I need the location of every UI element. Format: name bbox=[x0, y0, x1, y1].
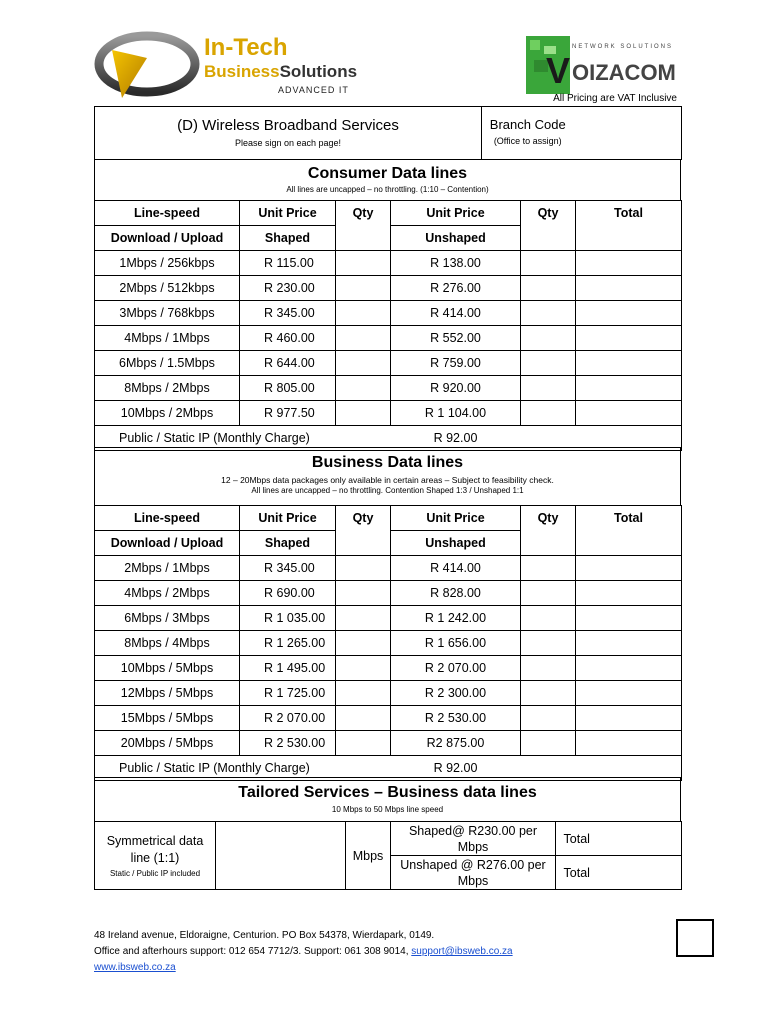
unshaped-price-cell: R 2 530.00 bbox=[391, 706, 521, 731]
line-speed-cell: 8Mbps / 2Mbps bbox=[95, 376, 240, 401]
unshaped-price-cell: R 1 104.00 bbox=[391, 401, 521, 426]
qty-unshaped-input[interactable] bbox=[521, 606, 576, 631]
business-note-2: All lines are uncapped – no throttling. Contention Shaped 1:3 / Unshaped 1:1 bbox=[251, 486, 524, 495]
line-speed-cell: 10Mbps / 5Mbps bbox=[95, 656, 240, 681]
unshaped-price-cell: R 2 070.00 bbox=[391, 656, 521, 681]
unshaped-price-cell: R2 875.00 bbox=[391, 731, 521, 756]
symmetrical-note: Static / Public IP included bbox=[109, 869, 201, 878]
line-speed-cell: 4Mbps / 2Mbps bbox=[95, 581, 240, 606]
unshaped-price-cell: R 276.00 bbox=[391, 276, 521, 301]
shaped-total-input[interactable] bbox=[598, 822, 682, 856]
qty-unshaped-input[interactable] bbox=[521, 251, 576, 276]
symmetrical-label: Symmetrical data line (1:1) bbox=[106, 834, 204, 865]
tailored-row-shaped bbox=[95, 822, 682, 856]
qty-unshaped-input[interactable] bbox=[521, 401, 576, 426]
tailored-note: 10 Mbps to 50 Mbps line speed bbox=[331, 805, 444, 814]
unshaped-price-cell: R 138.00 bbox=[391, 251, 521, 276]
total-input[interactable] bbox=[576, 401, 682, 426]
line-speed-cell: 1Mbps / 256kbps bbox=[95, 251, 240, 276]
line-speed-cell: 8Mbps / 4Mbps bbox=[95, 631, 240, 656]
shaped-price-cell: R 644.00 bbox=[240, 351, 336, 376]
consumer-title-box bbox=[94, 159, 681, 200]
shaped-price-cell: R 1 035.00 bbox=[240, 606, 336, 631]
voizacom-name: OIZACOM bbox=[572, 60, 676, 85]
total-input[interactable] bbox=[576, 556, 682, 581]
static-ip-label: Public / Static IP (Monthly Charge) bbox=[95, 426, 391, 451]
col-download-upload: Download / Upload bbox=[95, 226, 240, 251]
col-total: Total bbox=[576, 201, 682, 251]
table-row bbox=[95, 401, 682, 426]
consumer-note: All lines are uncapped – no throttling. (1:10 – Contention) bbox=[286, 185, 489, 194]
line-speed-cell: 6Mbps / 3Mbps bbox=[95, 606, 240, 631]
unshaped-price-cell: R 828.00 bbox=[391, 581, 521, 606]
unshaped-price-cell: R 414.00 bbox=[391, 556, 521, 581]
line-speed-cell: 6Mbps / 1.5Mbps bbox=[95, 351, 240, 376]
total-input[interactable] bbox=[576, 326, 682, 351]
qty-shaped-input[interactable] bbox=[336, 276, 391, 301]
table-row bbox=[95, 706, 682, 731]
col-unshaped: Unshaped bbox=[391, 531, 521, 556]
col-total: Total bbox=[576, 506, 682, 556]
col-line-speed: Line-speed bbox=[95, 506, 240, 531]
footer-support bbox=[94, 944, 513, 960]
qty-shaped-input[interactable] bbox=[336, 326, 391, 351]
line-speed-cell: 2Mbps / 1Mbps bbox=[95, 556, 240, 581]
table-row bbox=[95, 681, 682, 706]
col-unshaped: Unshaped bbox=[391, 226, 521, 251]
qty-unshaped-input[interactable] bbox=[521, 351, 576, 376]
table-header-row bbox=[95, 201, 682, 226]
line-speed-cell: 15Mbps / 5Mbps bbox=[95, 706, 240, 731]
unshaped-price-cell: R 759.00 bbox=[391, 351, 521, 376]
qty-unshaped-input[interactable] bbox=[521, 326, 576, 351]
static-ip-label: Public / Static IP (Monthly Charge) bbox=[95, 756, 391, 781]
static-ip-price: R 92.00 bbox=[391, 426, 521, 451]
total-input[interactable] bbox=[576, 731, 682, 756]
table-row bbox=[95, 251, 682, 276]
shaped-total-label: Total bbox=[556, 822, 598, 856]
qty-shaped-input[interactable] bbox=[336, 606, 391, 631]
qty-unshaped-input[interactable] bbox=[521, 656, 576, 681]
line-speed-cell: 3Mbps / 768kbps bbox=[95, 301, 240, 326]
logo-line1: In-Tech bbox=[204, 34, 288, 61]
qty-shaped-input[interactable] bbox=[336, 706, 391, 731]
line-speed-cell: 20Mbps / 5Mbps bbox=[95, 731, 240, 756]
business-rows bbox=[95, 556, 682, 756]
col-unit-price-unshaped: Unit Price bbox=[391, 506, 521, 531]
mbps-qty-input[interactable] bbox=[216, 822, 346, 890]
mbps-unit: Mbps bbox=[346, 822, 391, 890]
col-unit-price: Unit Price bbox=[240, 506, 336, 531]
unshaped-price-cell: R 1 656.00 bbox=[391, 631, 521, 656]
table-row bbox=[95, 631, 682, 656]
logo-line3: ADVANCED IT bbox=[278, 85, 349, 95]
unshaped-price-cell: R 414.00 bbox=[391, 301, 521, 326]
voizacom-v: V bbox=[546, 50, 571, 91]
table-row bbox=[95, 606, 682, 631]
table-row bbox=[95, 556, 682, 581]
table-row bbox=[95, 656, 682, 681]
total-input[interactable] bbox=[576, 301, 682, 326]
table-row bbox=[95, 376, 682, 401]
business-table bbox=[94, 505, 682, 781]
col-qty: Qty bbox=[336, 506, 391, 556]
qty-shaped-input[interactable] bbox=[336, 351, 391, 376]
qty-unshaped-input[interactable] bbox=[521, 706, 576, 731]
qty-unshaped-input[interactable] bbox=[521, 581, 576, 606]
total-input[interactable] bbox=[576, 706, 682, 731]
total-input[interactable] bbox=[576, 276, 682, 301]
static-ip-price: R 92.00 bbox=[391, 756, 521, 781]
col-shaped: Shaped bbox=[240, 531, 336, 556]
line-speed-cell: 4Mbps / 1Mbps bbox=[95, 326, 240, 351]
qty-shaped-input[interactable] bbox=[336, 731, 391, 756]
shaped-price-cell: R 1 495.00 bbox=[240, 656, 336, 681]
line-speed-cell: 2Mbps / 512kbps bbox=[95, 276, 240, 301]
shaped-price-cell: R 115.00 bbox=[240, 251, 336, 276]
voizacom-tagline: NETWORK SOLUTIONS bbox=[572, 44, 674, 50]
table-row bbox=[95, 581, 682, 606]
total-input[interactable] bbox=[576, 581, 682, 606]
footer-support-text: Office and afterhours support: 012 654 7712/3. Support: 061 308 9014, bbox=[94, 946, 412, 957]
shaped-price-cell: R 345.00 bbox=[240, 556, 336, 581]
qty-shaped-input[interactable] bbox=[336, 656, 391, 681]
tailored-title: Tailored Services – Business data lines bbox=[238, 784, 537, 801]
total-input[interactable] bbox=[576, 251, 682, 276]
voizacom-logo bbox=[526, 36, 676, 94]
shaped-price-cell: R 977.50 bbox=[240, 401, 336, 426]
footer bbox=[94, 928, 513, 976]
form-header-table bbox=[94, 106, 682, 160]
line-speed-cell: 12Mbps / 5Mbps bbox=[95, 681, 240, 706]
shaped-price-cell: R 460.00 bbox=[240, 326, 336, 351]
branch-code-label: Branch Code bbox=[489, 117, 566, 132]
form-title: (D) Wireless Broadband Services bbox=[177, 117, 399, 134]
col-qty-unshaped: Qty bbox=[521, 201, 576, 251]
qty-unshaped-input[interactable] bbox=[521, 556, 576, 581]
col-qty-unshaped: Qty bbox=[521, 506, 576, 556]
qty-unshaped-input[interactable] bbox=[521, 631, 576, 656]
col-qty: Qty bbox=[336, 201, 391, 251]
qty-unshaped-input[interactable] bbox=[521, 731, 576, 756]
signature-box[interactable] bbox=[676, 919, 714, 957]
total-input[interactable] bbox=[576, 631, 682, 656]
table-row bbox=[95, 731, 682, 756]
shaped-price-cell: R 2 530.00 bbox=[240, 731, 336, 756]
shaped-price-cell: R 345.00 bbox=[240, 301, 336, 326]
logo-line2 bbox=[204, 62, 357, 82]
shaped-price-cell: R 1 265.00 bbox=[240, 631, 336, 656]
qty-shaped-input[interactable] bbox=[336, 681, 391, 706]
unshaped-price-cell: R 2 300.00 bbox=[391, 681, 521, 706]
branch-code-note: (Office to assign) bbox=[493, 136, 562, 146]
unshaped-total-label: Total bbox=[556, 856, 598, 890]
logo-business: Business bbox=[204, 62, 280, 81]
qty-shaped-input[interactable] bbox=[336, 631, 391, 656]
shaped-price-cell: R 2 070.00 bbox=[240, 706, 336, 731]
support-email-link[interactable]: support@ibsweb.co.za bbox=[411, 946, 513, 957]
col-unit-price: Unit Price bbox=[240, 201, 336, 226]
form-title-cell bbox=[95, 107, 482, 160]
tailored-title-box bbox=[94, 777, 681, 821]
vat-note: All Pricing are VAT Inclusive bbox=[553, 93, 677, 104]
qty-shaped-input[interactable] bbox=[336, 251, 391, 276]
business-title-box bbox=[94, 447, 681, 505]
table-row bbox=[95, 276, 682, 301]
logo-solutions: Solutions bbox=[279, 62, 358, 81]
total-input[interactable] bbox=[576, 351, 682, 376]
table-header-row bbox=[95, 506, 682, 531]
table-row bbox=[95, 301, 682, 326]
line-speed-cell: 10Mbps / 2Mbps bbox=[95, 401, 240, 426]
branch-code-cell bbox=[482, 107, 574, 160]
total-input[interactable] bbox=[576, 606, 682, 631]
col-shaped: Shaped bbox=[240, 226, 336, 251]
qty-shaped-input[interactable] bbox=[336, 401, 391, 426]
consumer-rows bbox=[95, 251, 682, 426]
qty-shaped-input[interactable] bbox=[336, 301, 391, 326]
table-row bbox=[95, 351, 682, 376]
symmetrical-cell bbox=[95, 822, 216, 890]
shaped-price-cell: R 690.00 bbox=[240, 581, 336, 606]
qty-shaped-input[interactable] bbox=[336, 556, 391, 581]
col-line-speed: Line-speed bbox=[95, 201, 240, 226]
shaped-price-cell: R 805.00 bbox=[240, 376, 336, 401]
unshaped-price-cell: R 1 242.00 bbox=[391, 606, 521, 631]
qty-shaped-input[interactable] bbox=[336, 376, 391, 401]
unshaped-total-input[interactable] bbox=[598, 856, 682, 890]
tailored-table bbox=[94, 821, 682, 890]
qty-unshaped-input[interactable] bbox=[521, 301, 576, 326]
qty-shaped-input[interactable] bbox=[336, 581, 391, 606]
business-title: Business Data lines bbox=[311, 454, 464, 471]
total-input[interactable] bbox=[576, 681, 682, 706]
consumer-table bbox=[94, 200, 682, 451]
consumer-title: Consumer Data lines bbox=[307, 165, 468, 182]
shaped-price: Shaped@ R230.00 per Mbps bbox=[391, 822, 556, 856]
unshaped-price: Unshaped @ R276.00 per Mbps bbox=[391, 856, 556, 890]
total-input[interactable] bbox=[576, 656, 682, 681]
business-note-1: 12 – 20Mbps data packages only available in certain areas – Subject to feasibility check. bbox=[221, 475, 554, 485]
qty-unshaped-input[interactable] bbox=[521, 681, 576, 706]
footer-address: 48 Ireland avenue, Eldoraigne, Centurion. PO Box 54378, Wierdapark, 0149. bbox=[94, 930, 435, 941]
in-tech-logo bbox=[92, 28, 362, 110]
total-input[interactable] bbox=[576, 376, 682, 401]
qty-unshaped-input[interactable] bbox=[521, 376, 576, 401]
unshaped-price-cell: R 552.00 bbox=[391, 326, 521, 351]
table-row bbox=[95, 326, 682, 351]
shaped-price-cell: R 230.00 bbox=[240, 276, 336, 301]
qty-unshaped-input[interactable] bbox=[521, 276, 576, 301]
unshaped-price-cell: R 920.00 bbox=[391, 376, 521, 401]
shaped-price-cell: R 1 725.00 bbox=[240, 681, 336, 706]
col-download-upload: Download / Upload bbox=[95, 531, 240, 556]
branch-code-input[interactable] bbox=[574, 107, 682, 160]
website-link[interactable]: www.ibsweb.co.za bbox=[94, 962, 176, 973]
col-unit-price-unshaped: Unit Price bbox=[391, 201, 521, 226]
form-subtitle: Please sign on each page! bbox=[234, 138, 342, 148]
